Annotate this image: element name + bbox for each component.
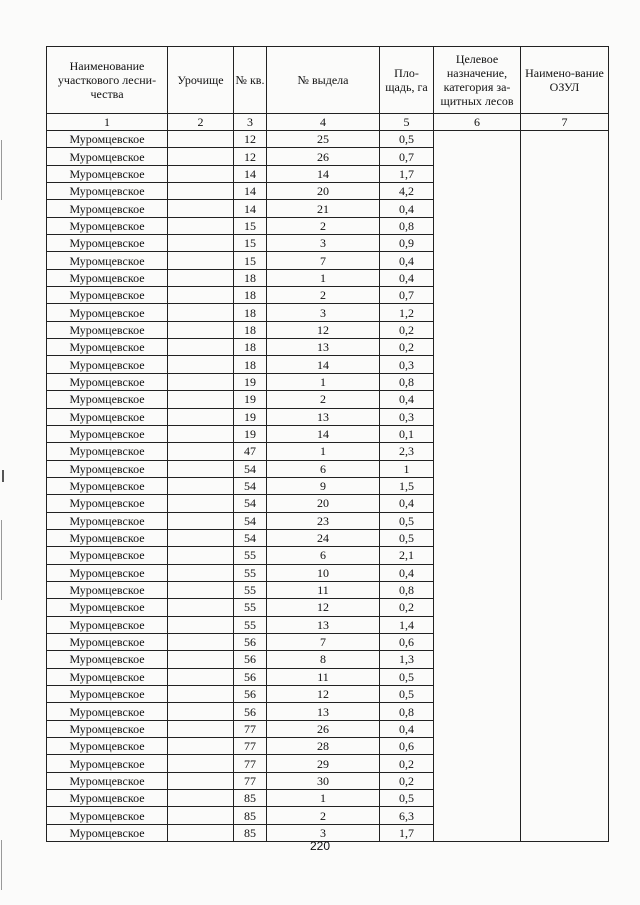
cell-area: 0,5 (380, 686, 434, 703)
cell-quarter: 12 (234, 148, 267, 165)
cell-tract (168, 703, 234, 720)
cell-forestry: Муромцевское (47, 235, 168, 252)
cell-quarter: 54 (234, 529, 267, 546)
cell-quarter: 15 (234, 217, 267, 234)
cell-area: 0,8 (380, 217, 434, 234)
cell-allotment: 30 (267, 772, 380, 789)
cell-forestry: Муромцевское (47, 460, 168, 477)
cell-area: 0,3 (380, 408, 434, 425)
cell-tract (168, 321, 234, 338)
cell-tract (168, 807, 234, 824)
cell-tract (168, 495, 234, 512)
cell-allotment: 13 (267, 703, 380, 720)
cell-forestry: Муромцевское (47, 547, 168, 564)
cell-allotment: 7 (267, 633, 380, 650)
cell-forestry: Муромцевское (47, 720, 168, 737)
cell-area: 1,7 (380, 165, 434, 182)
cell-allotment: 24 (267, 529, 380, 546)
cell-quarter: 18 (234, 304, 267, 321)
cell-tract (168, 651, 234, 668)
cell-tract (168, 477, 234, 494)
cell-quarter: 77 (234, 738, 267, 755)
cell-quarter: 55 (234, 599, 267, 616)
scan-artifact (2, 470, 4, 482)
cell-forestry: Муромцевское (47, 391, 168, 408)
cell-quarter: 85 (234, 824, 267, 841)
cell-area: 1,4 (380, 616, 434, 633)
cell-quarter: 18 (234, 321, 267, 338)
cell-quarter: 47 (234, 443, 267, 460)
cell-allotment: 13 (267, 616, 380, 633)
cell-area: 0,6 (380, 738, 434, 755)
cell-forestry: Муромцевское (47, 755, 168, 772)
cell-quarter: 54 (234, 495, 267, 512)
cell-quarter: 56 (234, 668, 267, 685)
page-number: 220 (309, 839, 331, 853)
cell-purpose (434, 131, 521, 842)
cell-allotment: 29 (267, 755, 380, 772)
column-number: 6 (434, 114, 521, 131)
cell-quarter: 15 (234, 235, 267, 252)
cell-forestry: Муромцевское (47, 512, 168, 529)
cell-allotment: 1 (267, 790, 380, 807)
cell-quarter: 19 (234, 425, 267, 442)
cell-allotment: 1 (267, 443, 380, 460)
header-purpose: Целевое назначение, категория за-щитных лесов (434, 47, 521, 114)
cell-allotment: 7 (267, 252, 380, 269)
cell-tract (168, 581, 234, 598)
cell-forestry: Муромцевское (47, 495, 168, 512)
cell-forestry: Муромцевское (47, 408, 168, 425)
cell-forestry: Муромцевское (47, 356, 168, 373)
cell-allotment: 6 (267, 547, 380, 564)
cell-area: 0,2 (380, 772, 434, 789)
cell-tract (168, 200, 234, 217)
cell-quarter: 14 (234, 200, 267, 217)
cell-tract (168, 339, 234, 356)
cell-allotment: 2 (267, 287, 380, 304)
cell-tract (168, 183, 234, 200)
cell-forestry: Муромцевское (47, 633, 168, 650)
cell-area: 1,5 (380, 477, 434, 494)
cell-tract (168, 720, 234, 737)
cell-allotment: 2 (267, 807, 380, 824)
cell-area: 0,1 (380, 425, 434, 442)
cell-quarter: 54 (234, 460, 267, 477)
header-area: Пло-щадь, га (380, 47, 434, 114)
cell-allotment: 12 (267, 599, 380, 616)
cell-allotment: 9 (267, 477, 380, 494)
cell-forestry: Муромцевское (47, 529, 168, 546)
cell-tract (168, 148, 234, 165)
cell-area: 0,9 (380, 235, 434, 252)
cell-forestry: Муромцевское (47, 807, 168, 824)
cell-allotment: 20 (267, 183, 380, 200)
cell-quarter: 85 (234, 807, 267, 824)
cell-allotment: 20 (267, 495, 380, 512)
cell-allotment: 2 (267, 217, 380, 234)
cell-tract (168, 443, 234, 460)
cell-allotment: 11 (267, 581, 380, 598)
cell-forestry: Муромцевское (47, 477, 168, 494)
cell-quarter: 19 (234, 391, 267, 408)
cell-allotment: 25 (267, 131, 380, 148)
cell-area: 0,4 (380, 720, 434, 737)
cell-allotment: 26 (267, 148, 380, 165)
cell-area: 1 (380, 460, 434, 477)
cell-allotment: 28 (267, 738, 380, 755)
cell-tract (168, 269, 234, 286)
cell-area: 0,5 (380, 668, 434, 685)
cell-tract (168, 217, 234, 234)
cell-forestry: Муромцевское (47, 668, 168, 685)
cell-tract (168, 790, 234, 807)
cell-quarter: 56 (234, 633, 267, 650)
table-header-row (47, 47, 609, 114)
forest-plots-table (46, 46, 609, 842)
cell-tract (168, 235, 234, 252)
cell-forestry: Муромцевское (47, 252, 168, 269)
cell-forestry: Муромцевское (47, 651, 168, 668)
cell-forestry: Муромцевское (47, 217, 168, 234)
header-allotment: № выдела (267, 47, 380, 114)
cell-allotment: 23 (267, 512, 380, 529)
column-number-row (47, 114, 609, 131)
cell-area: 2,3 (380, 443, 434, 460)
cell-forestry: Муромцевское (47, 425, 168, 442)
cell-allotment: 11 (267, 668, 380, 685)
cell-quarter: 55 (234, 581, 267, 598)
cell-forestry: Муромцевское (47, 165, 168, 182)
cell-forestry: Муромцевское (47, 200, 168, 217)
cell-quarter: 55 (234, 547, 267, 564)
cell-forestry: Муромцевское (47, 269, 168, 286)
cell-quarter: 18 (234, 356, 267, 373)
cell-forestry: Муромцевское (47, 581, 168, 598)
column-number: 4 (267, 114, 380, 131)
cell-quarter: 18 (234, 287, 267, 304)
cell-forestry: Муромцевское (47, 321, 168, 338)
column-number: 7 (521, 114, 609, 131)
cell-allotment: 12 (267, 686, 380, 703)
cell-tract (168, 287, 234, 304)
cell-area: 0,8 (380, 581, 434, 598)
cell-forestry: Муромцевское (47, 772, 168, 789)
cell-quarter: 77 (234, 720, 267, 737)
cell-area: 0,4 (380, 252, 434, 269)
cell-area: 0,3 (380, 356, 434, 373)
cell-allotment: 10 (267, 564, 380, 581)
column-number: 2 (168, 114, 234, 131)
cell-forestry: Муромцевское (47, 738, 168, 755)
cell-allotment: 14 (267, 425, 380, 442)
cell-forestry: Муромцевское (47, 824, 168, 841)
cell-area: 0,6 (380, 633, 434, 650)
scan-edge (1, 140, 2, 200)
cell-area: 0,4 (380, 269, 434, 286)
cell-allotment: 13 (267, 408, 380, 425)
cell-allotment: 3 (267, 235, 380, 252)
cell-quarter: 55 (234, 564, 267, 581)
cell-allotment: 21 (267, 200, 380, 217)
cell-quarter: 54 (234, 512, 267, 529)
table-row (47, 131, 609, 148)
cell-area: 1,3 (380, 651, 434, 668)
cell-area: 1,7 (380, 824, 434, 841)
cell-area: 6,3 (380, 807, 434, 824)
cell-area: 0,2 (380, 321, 434, 338)
header-ozul: Наимено-вание ОЗУЛ (521, 47, 609, 114)
cell-quarter: 18 (234, 339, 267, 356)
cell-allotment: 3 (267, 304, 380, 321)
cell-forestry: Муромцевское (47, 703, 168, 720)
cell-tract (168, 564, 234, 581)
cell-quarter: 12 (234, 131, 267, 148)
cell-forestry: Муромцевское (47, 616, 168, 633)
cell-quarter: 77 (234, 772, 267, 789)
cell-tract (168, 633, 234, 650)
cell-tract (168, 131, 234, 148)
cell-quarter: 56 (234, 703, 267, 720)
cell-tract (168, 686, 234, 703)
cell-tract (168, 668, 234, 685)
cell-area: 0,4 (380, 564, 434, 581)
cell-area: 0,8 (380, 373, 434, 390)
cell-quarter: 55 (234, 616, 267, 633)
scan-edge (1, 520, 2, 600)
cell-area: 0,2 (380, 339, 434, 356)
cell-allotment: 1 (267, 373, 380, 390)
cell-tract (168, 408, 234, 425)
cell-forestry: Муромцевское (47, 287, 168, 304)
cell-allotment: 8 (267, 651, 380, 668)
cell-quarter: 19 (234, 373, 267, 390)
cell-allotment: 26 (267, 720, 380, 737)
cell-forestry: Муромцевское (47, 599, 168, 616)
column-number: 3 (234, 114, 267, 131)
cell-area: 0,5 (380, 131, 434, 148)
cell-forestry: Муромцевское (47, 564, 168, 581)
cell-area: 0,8 (380, 703, 434, 720)
cell-quarter: 19 (234, 408, 267, 425)
cell-quarter: 18 (234, 269, 267, 286)
cell-allotment: 14 (267, 165, 380, 182)
cell-quarter: 56 (234, 686, 267, 703)
cell-allotment: 12 (267, 321, 380, 338)
cell-allotment: 2 (267, 391, 380, 408)
cell-allotment: 6 (267, 460, 380, 477)
cell-allotment: 13 (267, 339, 380, 356)
cell-tract (168, 599, 234, 616)
cell-forestry: Муромцевское (47, 339, 168, 356)
cell-tract (168, 356, 234, 373)
cell-tract (168, 738, 234, 755)
cell-tract (168, 547, 234, 564)
cell-tract (168, 616, 234, 633)
cell-forestry: Муромцевское (47, 183, 168, 200)
cell-quarter: 15 (234, 252, 267, 269)
cell-area: 4,2 (380, 183, 434, 200)
cell-tract (168, 512, 234, 529)
cell-forestry: Муромцевское (47, 373, 168, 390)
cell-quarter: 85 (234, 790, 267, 807)
cell-forestry: Муромцевское (47, 148, 168, 165)
header-forestry: Наименование участкового лесни-чества (47, 47, 168, 114)
column-number: 5 (380, 114, 434, 131)
cell-area: 0,4 (380, 200, 434, 217)
cell-area: 0,2 (380, 599, 434, 616)
cell-allotment: 1 (267, 269, 380, 286)
cell-tract (168, 304, 234, 321)
cell-tract (168, 391, 234, 408)
cell-forestry: Муромцевское (47, 790, 168, 807)
cell-tract (168, 425, 234, 442)
cell-ozul (521, 131, 609, 842)
cell-quarter: 54 (234, 477, 267, 494)
cell-tract (168, 529, 234, 546)
cell-allotment: 3 (267, 824, 380, 841)
cell-tract (168, 373, 234, 390)
cell-tract (168, 165, 234, 182)
header-quarter: № кв. (234, 47, 267, 114)
cell-quarter: 56 (234, 651, 267, 668)
cell-tract (168, 252, 234, 269)
cell-area: 0,7 (380, 148, 434, 165)
cell-area: 0,5 (380, 529, 434, 546)
cell-quarter: 77 (234, 755, 267, 772)
cell-forestry: Муромцевское (47, 443, 168, 460)
cell-forestry: Муромцевское (47, 304, 168, 321)
cell-area: 0,5 (380, 790, 434, 807)
cell-area: 0,2 (380, 755, 434, 772)
cell-tract (168, 755, 234, 772)
cell-area: 0,7 (380, 287, 434, 304)
cell-area: 0,5 (380, 512, 434, 529)
cell-tract (168, 460, 234, 477)
cell-area: 0,4 (380, 495, 434, 512)
cell-forestry: Муромцевское (47, 131, 168, 148)
cell-quarter: 14 (234, 165, 267, 182)
cell-area: 0,4 (380, 391, 434, 408)
cell-quarter: 14 (234, 183, 267, 200)
cell-area: 2,1 (380, 547, 434, 564)
cell-forestry: Муромцевское (47, 686, 168, 703)
cell-allotment: 14 (267, 356, 380, 373)
cell-area: 1,2 (380, 304, 434, 321)
column-number: 1 (47, 114, 168, 131)
header-tract: Урочище (168, 47, 234, 114)
cell-tract (168, 772, 234, 789)
